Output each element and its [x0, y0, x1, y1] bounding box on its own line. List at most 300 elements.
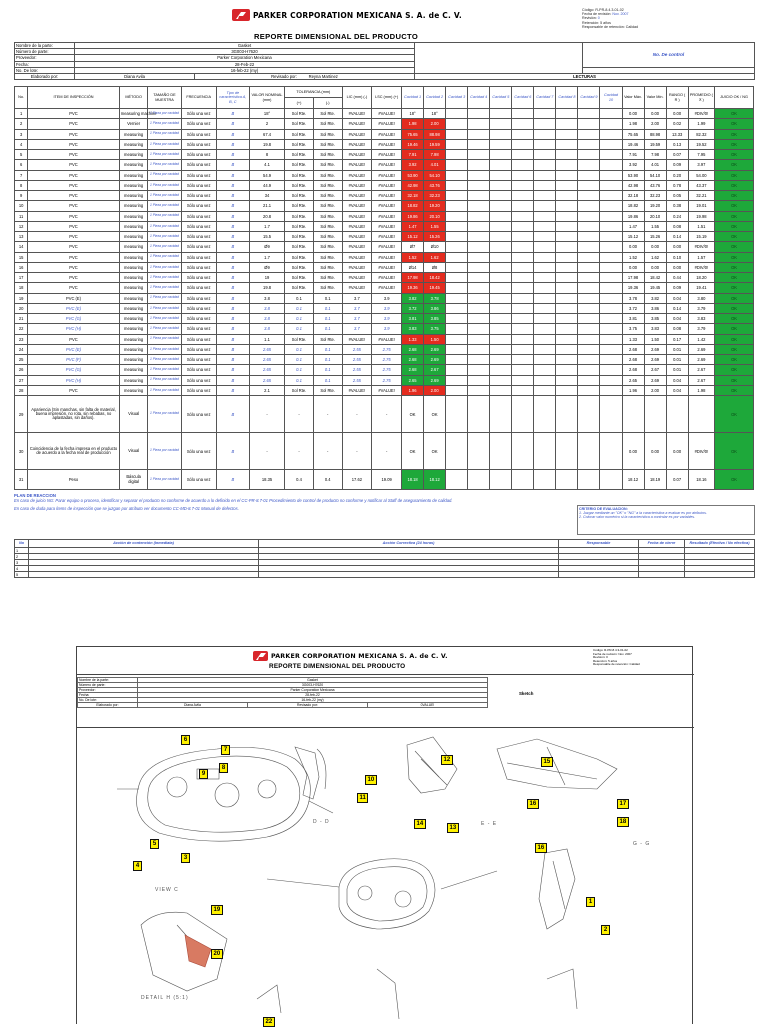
row-cavity-4: [468, 139, 490, 149]
row-cavity-1: 1.47: [402, 221, 424, 231]
row-nominal: 3.8: [249, 324, 284, 334]
row-cavity-6: [512, 375, 534, 385]
row-tol-plus: 0.1: [285, 355, 314, 365]
row-lic: #VALUE!: [342, 242, 372, 252]
reviewed-by: Reyna Martinez: [308, 74, 338, 80]
row-sample-size: 1 Pieza por cavidad: [148, 334, 181, 344]
row-sample-size: 1 Pieza por cavidad: [148, 344, 181, 354]
row-cavity-3: [446, 283, 468, 293]
row-type: B: [216, 109, 249, 119]
row-item: PVC: [28, 221, 120, 231]
row-frequency: Sólo una vez: [181, 109, 216, 119]
row-cavity-5: [490, 385, 512, 395]
row-tol-minus: Sol Rte.: [313, 252, 342, 262]
retention-owner: Responsable de retención: Calidad: [582, 24, 638, 29]
row-lsc: #VALUE!: [372, 201, 402, 211]
readings-label: LECTURAS: [415, 73, 755, 79]
row-method: measuring: [119, 385, 148, 395]
row-average: #DIV/0!: [688, 109, 714, 119]
row-cavity-7: [534, 232, 556, 242]
row-type: B: [216, 139, 249, 149]
row-cavity-9: [578, 334, 600, 344]
row-range: 0.44: [666, 273, 688, 283]
col-average: PROMEDIO ( X̄ ): [688, 87, 714, 109]
row-item: PVC: [28, 170, 120, 180]
row-cavity-9: [578, 355, 600, 365]
row-cavity-1: OK: [402, 433, 424, 470]
row-judgement-badge: OK: [715, 334, 754, 344]
row-method: measuring: [119, 160, 148, 170]
row-cavity-6: [512, 385, 534, 395]
row-tol-minus: Sol Rte.: [313, 150, 342, 160]
row-number: 4: [15, 139, 28, 149]
row-cavity-5: [490, 221, 512, 231]
row-lic: 2.55: [342, 365, 372, 375]
row-cavity-3: [446, 180, 468, 190]
row-cavity-7: [534, 129, 556, 139]
row-cavity-3: [446, 303, 468, 313]
row-cavity-4: [468, 273, 490, 283]
row-method: measuring: [119, 191, 148, 201]
row-min: 18.19: [644, 470, 666, 490]
row-lsc: #VALUE!: [372, 150, 402, 160]
criteria-line-2: 2. Colocar valor numérico si la característica a controlar es por variables.: [579, 515, 696, 520]
row-sample-size: 1 Pieza por cavidad: [148, 201, 181, 211]
row-cavity-4: [468, 293, 490, 303]
row-number: 24: [15, 344, 28, 354]
row-average: 3.83: [688, 314, 714, 324]
row-type: B: [216, 470, 249, 490]
row-average: 82.32: [688, 129, 714, 139]
report-header: [14, 6, 754, 40]
company-logo: [232, 9, 462, 21]
row-cavity-1: 2.68: [402, 344, 424, 354]
row-cavity-4: [468, 396, 490, 433]
row-range: 0.01: [666, 344, 688, 354]
row-cavity-10: [600, 150, 622, 160]
row-nominal: 8: [249, 150, 284, 160]
row-cavity-5: [490, 470, 512, 490]
row-nominal: 18.35: [249, 470, 284, 490]
row-cavity-7: [534, 191, 556, 201]
row-type: B: [216, 160, 249, 170]
table-row: [15, 283, 754, 293]
row-lic: 3.7: [342, 324, 372, 334]
table-row: [15, 314, 754, 324]
row-range: 0.78: [666, 180, 688, 190]
row-tol-plus: 0.1: [285, 375, 314, 385]
reviewed-label: Revisado por:: [271, 74, 297, 80]
row-cavity-4: [468, 433, 490, 470]
row-tol-minus: 0.1: [313, 324, 342, 334]
row-tol-plus: Sol Rte.: [285, 201, 314, 211]
row-judgement-badge: OK: [715, 119, 754, 129]
row-cavity-5: [490, 129, 512, 139]
row-average: [688, 396, 714, 433]
row-cavity-4: [468, 334, 490, 344]
row-sample-size: 1 Pieza por cavidad: [148, 324, 181, 334]
inspection-table: [14, 86, 754, 490]
action-row-number: 1: [15, 548, 29, 554]
row-lsc: 3.9: [372, 314, 402, 324]
row-nominal: 3.8: [249, 314, 284, 324]
row-item: PVC: [28, 262, 120, 272]
row-method: measuring: [119, 314, 148, 324]
row-cavity-1: 2.65: [402, 375, 424, 385]
row-type: B: [216, 262, 249, 272]
inspection-rows: [15, 109, 754, 490]
row-judgement-badge: OK: [715, 180, 754, 190]
table-row: [15, 273, 754, 283]
row-max: 1.96: [622, 385, 644, 395]
row-cavity-5: [490, 109, 512, 119]
sketch-revision: Revisión: 0: [593, 655, 608, 660]
row-number: 8: [15, 180, 28, 190]
row-cavity-3: [446, 375, 468, 385]
row-cavity-6: [512, 314, 534, 324]
row-tol-minus: Sol Rte.: [313, 242, 342, 252]
row-judgement-badge: OK: [715, 293, 754, 303]
row-cavity-4: [468, 150, 490, 160]
row-nominal: 2.65: [249, 365, 284, 375]
row-tol-plus: 0.1: [285, 314, 314, 324]
right-section-outline: [539, 849, 575, 929]
row-item: PVC (H): [28, 324, 120, 334]
row-nominal: Ø9: [249, 262, 284, 272]
row-item: PVC: [28, 242, 120, 252]
row-nominal: 3.8: [249, 293, 284, 303]
row-cavity-2: 18.42: [424, 273, 446, 283]
row-average: 3.97: [688, 160, 714, 170]
row-tol-plus: Sol Rte.: [285, 160, 314, 170]
row-cavity-7: [534, 470, 556, 490]
reaction-plan-title: PLAN DE REACCION: [14, 493, 56, 498]
row-cavity-1: 2.68: [402, 355, 424, 365]
row-nominal: 2: [249, 119, 284, 129]
row-tol-plus: 0.4: [285, 470, 314, 490]
row-cavity-4: [468, 232, 490, 242]
tag-12: 12: [441, 755, 453, 765]
row-cavity-6: [512, 119, 534, 129]
row-max: 1.52: [622, 252, 644, 262]
row-cavity-8: [556, 396, 578, 433]
row-item: PVC: [28, 334, 120, 344]
row-max: 2.68: [622, 365, 644, 375]
revision-label: Revisión:: [582, 16, 597, 21]
row-cavity-6: [512, 139, 534, 149]
row-average: 1.42: [688, 334, 714, 344]
sketch-divider: [77, 727, 694, 728]
row-cavity-6: [512, 334, 534, 344]
supplier-label: Proveedor:: [15, 55, 75, 61]
row-average: 18.16: [688, 470, 714, 490]
row-cavity-2: 7.98: [424, 150, 446, 160]
row-cavity-5: [490, 160, 512, 170]
row-lic: #VALUE!: [342, 283, 372, 293]
row-cavity-7: [534, 375, 556, 385]
criteria-line-1: 1. Juzgar mediante un "OK" o "NG" a la característica a evaluar es por atributos.: [579, 511, 707, 516]
row-type: B: [216, 433, 249, 470]
row-min: 18.42: [644, 273, 666, 283]
row-sample-size: 1 Pieza por cavidad: [148, 191, 181, 201]
row-judgement-badge: OK: [715, 344, 754, 354]
view-c-hole-1: [167, 777, 187, 797]
row-cavity-1: 3.82: [402, 293, 424, 303]
row-cavity-5: [490, 262, 512, 272]
row-nominal: 54.9: [249, 170, 284, 180]
row-average: 3.79: [688, 324, 714, 334]
row-nominal: 44.9: [249, 180, 284, 190]
row-min: 1.55: [644, 221, 666, 231]
elaborated-label: Elaborado por:: [15, 73, 75, 79]
row-min: 19.59: [644, 139, 666, 149]
tag-5: 5: [150, 839, 159, 849]
row-cavity-1: 19.46: [402, 139, 424, 149]
row-tol-plus: Sol Rte.: [285, 109, 314, 119]
row-cavity-3: [446, 119, 468, 129]
row-sample-size: 1 Pieza por cavidad: [148, 385, 181, 395]
row-min: 54.10: [644, 170, 666, 180]
row-cavity-1: 3.92: [402, 160, 424, 170]
row-lic: 3.7: [342, 303, 372, 313]
row-tol-plus: Sol Rte.: [285, 242, 314, 252]
reaction-plan-line-2: En caso de duda para ítems de inspección que se juzgan por atributo ver documento CC-MD-8.7-01 Manual de defectos.: [14, 505, 239, 511]
row-cavity-2: 2.00: [424, 385, 446, 395]
row-nominal: 1.1: [249, 334, 284, 344]
row-tol-minus: Sol Rte.: [313, 385, 342, 395]
row-judgement-badge: OK: [715, 273, 754, 283]
col-lic: LIC (mm) (-): [342, 87, 372, 109]
row-nominal: 67.4: [249, 129, 284, 139]
s2-supplier: Parker Corporation Mexicana: [138, 688, 488, 693]
row-cavity-8: [556, 160, 578, 170]
row-cavity-9: [578, 150, 600, 160]
row-tol-plus: Sol Rte.: [285, 252, 314, 262]
row-sample-size: 1 Pieza por cavidad: [148, 396, 181, 433]
row-item: PVC: [28, 160, 120, 170]
row-number: 26: [15, 365, 28, 375]
row-cavity-4: [468, 109, 490, 119]
col-judgement: JUICIO OK / NG: [715, 87, 754, 109]
row-min: 20.10: [644, 211, 666, 221]
s2-reviewed-by: 0VALUE!: [368, 703, 488, 708]
view-g-label: G - G: [633, 841, 651, 847]
row-cavity-8: [556, 180, 578, 190]
sketch-doc-code: Código: R-PR-8.4.3-01-02: [593, 648, 628, 652]
row-range: 13.33: [666, 129, 688, 139]
row-nominal: 2.1: [249, 385, 284, 395]
row-max: 3.78: [622, 293, 644, 303]
row-cavity-2: 19.45: [424, 283, 446, 293]
tag-16b: 16: [535, 843, 547, 853]
row-cavity-1: 1.98: [402, 119, 424, 129]
row-max: 2.65: [622, 375, 644, 385]
row-cavity-2: 88.98: [424, 129, 446, 139]
row-frequency: Sólo una vez: [181, 334, 216, 344]
section-d-outline: [295, 747, 319, 799]
row-lic: -: [342, 433, 372, 470]
row-cavity-10: [600, 355, 622, 365]
s2-supplier-label: Proveedor:: [78, 688, 138, 693]
row-item: PVC (F): [28, 355, 120, 365]
row-frequency: Sólo una vez: [181, 375, 216, 385]
row-judgement-badge: OK: [715, 150, 754, 160]
row-lsc: #VALUE!: [372, 129, 402, 139]
row-range: 0.04: [666, 314, 688, 324]
row-cavity-10: [600, 252, 622, 262]
row-cavity-10: [600, 191, 622, 201]
row-number: 29: [15, 396, 28, 433]
row-method: measuring: [119, 252, 148, 262]
row-nominal: 20.8: [249, 211, 284, 221]
row-cavity-4: [468, 201, 490, 211]
row-tol-plus: Sol Rte.: [285, 232, 314, 242]
row-cavity-9: [578, 180, 600, 190]
row-nominal: 34: [249, 191, 284, 201]
row-average: 1.57: [688, 252, 714, 262]
row-item: PVC: [28, 385, 120, 395]
row-sample-size: 1 Pieza por cavidad: [148, 273, 181, 283]
actions-col-result: Resultado (Efectiva / No efectiva): [685, 540, 755, 548]
row-lic: 2.55: [342, 375, 372, 385]
row-range: 0.38: [666, 201, 688, 211]
row-frequency: Sólo una vez: [181, 232, 216, 242]
row-tol-plus: Sol Rte.: [285, 262, 314, 272]
row-range: 0.08: [666, 221, 688, 231]
row-number: 12: [15, 221, 28, 231]
col-cavity-3: Cavidad 3: [446, 87, 468, 109]
tag-15: 15: [541, 757, 553, 767]
row-frequency: Sólo una vez: [181, 160, 216, 170]
supplier: Parker Corporation Mexicana: [75, 55, 415, 61]
row-cavity-8: [556, 211, 578, 221]
row-lsc: #VALUE!: [372, 385, 402, 395]
view-d-label: D - D: [313, 819, 330, 825]
row-judgement-badge: OK: [715, 170, 754, 180]
row-frequency: Sólo una vez: [181, 303, 216, 313]
row-tol-minus: 0.1: [313, 365, 342, 375]
row-cavity-4: [468, 470, 490, 490]
row-item: PVC: [28, 273, 120, 283]
row-lic: #VALUE!: [342, 139, 372, 149]
row-cavity-1: 2.68: [402, 365, 424, 375]
table-row: [15, 470, 754, 490]
view-c-outline: [137, 747, 311, 841]
row-cavity-3: [446, 160, 468, 170]
row-sample-size: 1 Pieza por cavidad: [148, 355, 181, 365]
table-row: [15, 334, 754, 344]
row-lsc: 2.75: [372, 355, 402, 365]
row-tol-minus: 0.1: [313, 303, 342, 313]
row-sample-size: 1 Pieza por cavidad: [148, 160, 181, 170]
row-average: 19.52: [688, 139, 714, 149]
row-item: PVC (E): [28, 303, 120, 313]
row-number: 13: [15, 232, 28, 242]
row-cavity-1: 1.96: [402, 385, 424, 395]
row-number: 15: [15, 252, 28, 262]
table-row: [15, 344, 754, 354]
row-lsc: #VALUE!: [372, 160, 402, 170]
table-row: [15, 303, 754, 313]
row-cavity-10: [600, 344, 622, 354]
row-number: 25: [15, 355, 28, 365]
row-lsc: -: [372, 396, 402, 433]
row-max: 32.18: [622, 191, 644, 201]
row-cavity-2: 3.75: [424, 324, 446, 334]
row-range: 0.02: [666, 119, 688, 129]
row-judgement-badge: OK: [715, 375, 754, 385]
row-cavity-9: [578, 324, 600, 334]
row-judgement-badge: OK: [715, 365, 754, 375]
row-cavity-2: 18.12: [424, 470, 446, 490]
lot-label: No. De lote:: [15, 67, 75, 73]
row-lic: #VALUE!: [342, 262, 372, 272]
row-lsc: #VALUE!: [372, 232, 402, 242]
row-nominal: 2.65: [249, 355, 284, 365]
row-cavity-5: [490, 119, 512, 129]
row-cavity-6: [512, 303, 534, 313]
row-method: measuring: [119, 262, 148, 272]
row-type: B: [216, 191, 249, 201]
row-type: B: [216, 273, 249, 283]
row-lsc: #VALUE!: [372, 262, 402, 272]
row-number: 19: [15, 293, 28, 303]
row-max: 19.36: [622, 283, 644, 293]
row-sample-size: 1 Pieza por cavidad: [148, 180, 181, 190]
row-tol-minus: Sol Rte.: [313, 334, 342, 344]
row-range: 0.09: [666, 283, 688, 293]
row-type: B: [216, 242, 249, 252]
row-max: 1.33: [622, 334, 644, 344]
row-cavity-1: 15.12: [402, 232, 424, 242]
row-cavity-5: [490, 334, 512, 344]
row-lsc: #VALUE!: [372, 334, 402, 344]
info-spacer: [415, 43, 583, 74]
row-cavity-9: [578, 170, 600, 180]
row-cavity-5: [490, 170, 512, 180]
row-cavity-3: [446, 344, 468, 354]
row-nominal: 19.8: [249, 283, 284, 293]
col-no: No.: [15, 87, 28, 109]
row-max: 15.12: [622, 232, 644, 242]
row-cavity-6: [512, 283, 534, 293]
sketch-retention: Retención: 5 años: [593, 658, 618, 663]
row-type: B: [216, 324, 249, 334]
row-lic: #VALUE!: [342, 334, 372, 344]
row-cavity-8: [556, 303, 578, 313]
action-row-number: 5: [15, 572, 29, 578]
row-cavity-9: [578, 129, 600, 139]
row-cavity-6: [512, 180, 534, 190]
row-cavity-10: [600, 303, 622, 313]
row-cavity-10: [600, 273, 622, 283]
row-method: Vernier: [119, 119, 148, 129]
dimensional-report-sheet: [14, 6, 754, 582]
row-cavity-9: [578, 344, 600, 354]
row-cavity-10: [600, 293, 622, 303]
row-cavity-2: 4.01: [424, 160, 446, 170]
row-nominal: 1.7: [249, 221, 284, 231]
row-type: B: [216, 385, 249, 395]
row-cavity-8: [556, 375, 578, 385]
row-cavity-10: [600, 385, 622, 395]
row-cavity-9: [578, 293, 600, 303]
row-sample-size: 1 Pieza por cavidad: [148, 109, 181, 119]
row-frequency: Sólo una vez: [181, 139, 216, 149]
row-nominal: 15.5: [249, 232, 284, 242]
row-lsc: #VALUE!: [372, 139, 402, 149]
row-type: B: [216, 119, 249, 129]
